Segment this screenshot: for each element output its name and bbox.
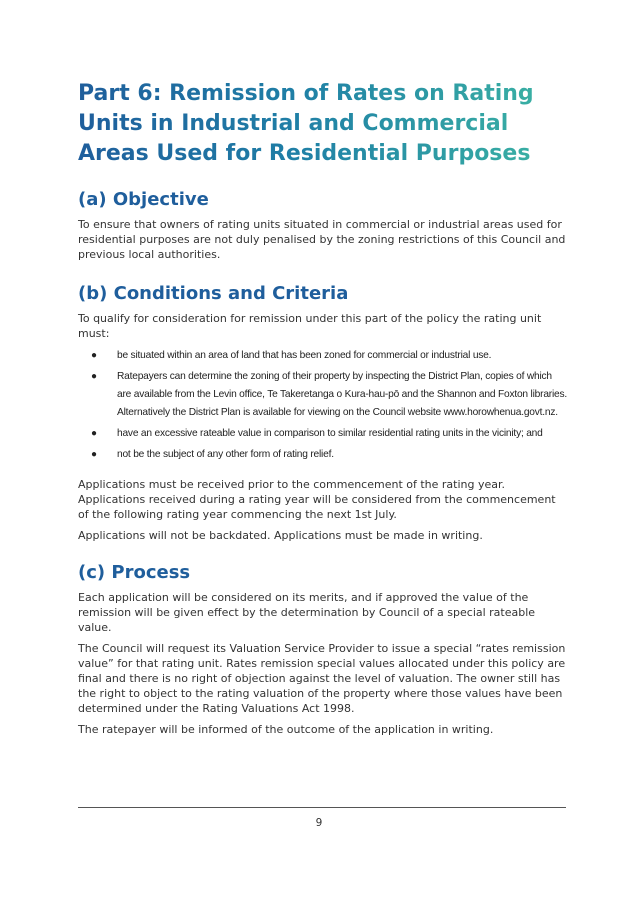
page-title: Part 6: Remission of Rates on Rating Units in Industrial and Commercial Areas Used for Residential Purposes	[78, 79, 558, 169]
list-item: ● not be the subject of any other form of rating relief.	[78, 446, 568, 464]
bullet-icon: ●	[91, 371, 97, 382]
conditions-list	[78, 347, 568, 464]
footer-divider	[78, 807, 566, 808]
process-heading: (c) Process	[78, 562, 191, 583]
bullet-icon: ●	[91, 428, 97, 439]
process-paragraph-2: The Council will request its Valuation Service Provider to issue a special “rates remission value” for that rating unit. Rates remission special values allocated under this policy are final and there is no right of objection against the level of valuation. The owner still has the right to object to the rating valuation of the property where those values have been determined under the Rating Valuations Act 1998.	[78, 642, 566, 715]
conditions-heading: (b) Conditions and Criteria	[78, 283, 349, 304]
conditions-paragraph-1: Applications must be received prior to the commencement of the rating year. Applications received during a rating year will be considered from the commencement of the following rating year commencing the next 1st July.	[78, 478, 556, 521]
conditions-paragraph-2: Applications will not be backdated. Applications must be made in writing.	[78, 529, 483, 542]
bullet-icon: ●	[91, 350, 97, 361]
conditions-intro: To qualify for consideration for remission under this part of the policy the rating unit must:	[78, 312, 542, 340]
bullet-icon: ●	[91, 449, 97, 460]
list-item: ● be situated within an area of land that has been zoned for commercial or industrial use.	[78, 347, 568, 365]
objective-heading: (a) Objective	[78, 189, 209, 210]
objective-body: To ensure that owners of rating units situated in commercial or industrial areas used for residential purposes are not duly penalised by the zoning restrictions of this Council and previous local authorities.	[78, 218, 566, 261]
document-page	[78, 79, 568, 737]
process-paragraph-1: Each application will be considered on its merits, and if approved the value of the remission will be given effect by the determination by Council of a special rateable value.	[78, 591, 536, 634]
page-number: 9	[315, 817, 323, 829]
list-item: ● Ratepayers can determine the zoning of their property by inspecting the District Plan, copies of which are available from the Levin office, Te Takeretanga o Kura-hau-pō and the Shannon and Foxton libraries. Alternatively the District Plan is available for viewing on the Council website www.horowhenua.govt.nz.	[78, 368, 568, 422]
process-paragraph-3: The ratepayer will be informed of the outcome of the application in writing.	[78, 723, 494, 736]
list-item: ● have an excessive rateable value in comparison to similar residential rating units in the vicinity; and	[78, 425, 568, 443]
